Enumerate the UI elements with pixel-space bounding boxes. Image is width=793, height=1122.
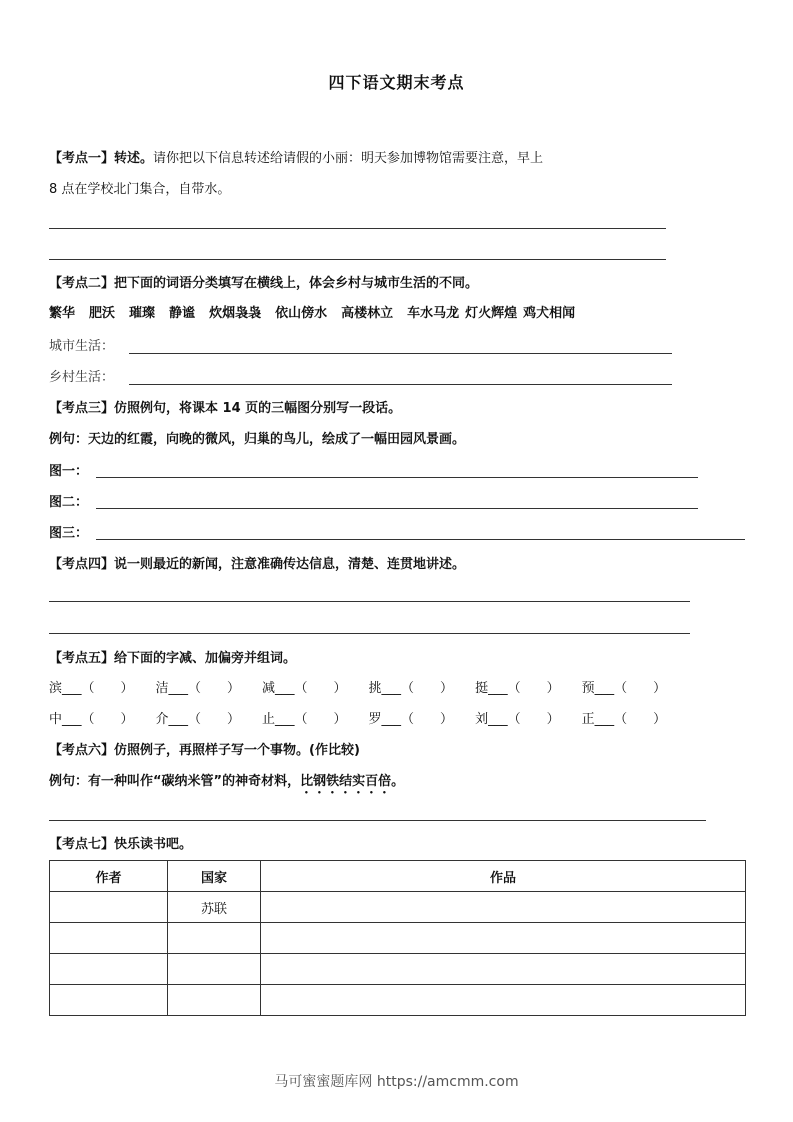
table-cell[interactable]: [168, 923, 261, 954]
section-4-heading: 【考点四】说一则最近的新闻，注意准确传达信息，清楚、连贯地讲述。: [49, 557, 466, 572]
radical-item[interactable]: 中___（ ）: [49, 712, 134, 727]
radical-item[interactable]: 滨___（ ）: [49, 681, 134, 696]
section-1-prompt-cont: 8 点在学校北门集合，自带水。: [49, 182, 231, 197]
section-6-example: [49, 773, 404, 797]
table-cell[interactable]: [261, 923, 746, 954]
table-cell[interactable]: [261, 985, 746, 1016]
word-item: 璀璨: [129, 306, 156, 321]
emphasized-text: 比钢铁结实百倍: [300, 774, 392, 789]
radical-item[interactable]: 止___（ ）: [262, 712, 347, 727]
section-6-heading: 【考点六】仿照例子，再照样子写一个事物。(作比较): [49, 743, 360, 758]
word-item: 鸡犬相闻: [523, 306, 576, 321]
section-1-heading: 【考点一】转述。: [49, 151, 154, 166]
radical-item[interactable]: 减___（ ）: [262, 681, 347, 696]
answer-line[interactable]: [49, 820, 706, 821]
section-3-example: 例句：天边的红霞，向晚的微风，归巢的鸟儿，绘成了一幅田园风景画。: [49, 432, 466, 447]
radical-row-1: [49, 680, 666, 698]
village-life-label: 乡村生活：: [49, 370, 115, 385]
table-cell[interactable]: [261, 892, 746, 923]
village-life-line[interactable]: [129, 384, 672, 385]
answer-line[interactable]: [49, 259, 666, 260]
section-7-heading: 【考点七】快乐读书吧。: [49, 837, 193, 852]
column-header-work: 作品: [261, 861, 746, 892]
word-item: 静谧: [169, 306, 196, 321]
section-5-heading: 【考点五】给下面的字减、加偏旁并组词。: [49, 651, 297, 666]
section-2-heading: 【考点二】把下面的词语分类填写在横线上，体会乡村与城市生活的不同。: [49, 276, 479, 291]
table-cell[interactable]: 苏联: [168, 892, 261, 923]
section-1-line-1: [49, 150, 543, 168]
word-item: 灯火辉煌: [465, 306, 518, 321]
table-row: [50, 892, 746, 923]
table-cell[interactable]: [168, 954, 261, 985]
table-header-row: [50, 861, 746, 892]
word-bank: [49, 305, 589, 323]
table-cell[interactable]: [168, 985, 261, 1016]
picture-2-label: 图二：: [49, 495, 89, 510]
page-title: 四下语文期末考点: [328, 73, 465, 92]
picture-3-label: 图三：: [49, 526, 89, 541]
table-row: [50, 954, 746, 985]
answer-line[interactable]: [49, 601, 690, 602]
word-item: 炊烟袅袅: [209, 306, 262, 321]
column-header-author: 作者: [50, 861, 168, 892]
radical-item[interactable]: 挑___（ ）: [368, 681, 454, 696]
table-cell[interactable]: [50, 892, 168, 923]
word-item: 车水马龙: [407, 306, 460, 321]
section-3-heading: 【考点三】仿照例句，将课本 14 页的三幅图分别写一段话。: [49, 401, 402, 416]
picture-1-label: 图一：: [49, 464, 89, 479]
column-header-country: 国家: [168, 861, 261, 892]
table-cell[interactable]: [50, 923, 168, 954]
word-item: 肥沃: [89, 306, 116, 321]
table-cell[interactable]: [50, 985, 168, 1016]
city-life-line[interactable]: [129, 353, 672, 354]
radical-item[interactable]: 介___（ ）: [155, 712, 241, 727]
table-row: [50, 923, 746, 954]
section-1-prompt: 请你把以下信息转述给请假的小丽：明天参加博物馆需要注意，早上: [153, 151, 544, 166]
answer-line[interactable]: [49, 228, 666, 229]
footer-watermark: 马可蜜蜜题库网 https://amcmm.com: [274, 1074, 519, 1090]
radical-item[interactable]: 预___（ ）: [581, 681, 667, 696]
example-text: 例句：有一种叫作“碳纳米管”的神奇材料，: [49, 774, 301, 789]
radical-item[interactable]: 罗___（ ）: [368, 712, 454, 727]
radical-item[interactable]: 挺___（ ）: [475, 681, 560, 696]
answer-line[interactable]: [49, 633, 690, 634]
word-item: 依山傍水: [275, 306, 328, 321]
example-end: 。: [391, 774, 405, 789]
picture-2-line[interactable]: [96, 508, 698, 509]
picture-1-line[interactable]: [96, 477, 698, 478]
table-cell[interactable]: [50, 954, 168, 985]
city-life-label: 城市生活：: [49, 339, 115, 354]
radical-row-2: [49, 711, 666, 729]
word-item: 繁华: [49, 306, 76, 321]
table-row: [50, 985, 746, 1016]
radical-item[interactable]: 刘___（ ）: [475, 712, 560, 727]
reading-table: [49, 860, 746, 1016]
radical-item[interactable]: 正___（ ）: [581, 712, 667, 727]
table-cell[interactable]: [261, 954, 746, 985]
radical-item[interactable]: 洁___（ ）: [155, 681, 241, 696]
picture-3-line[interactable]: [96, 539, 745, 540]
word-item: 高楼林立: [341, 306, 394, 321]
